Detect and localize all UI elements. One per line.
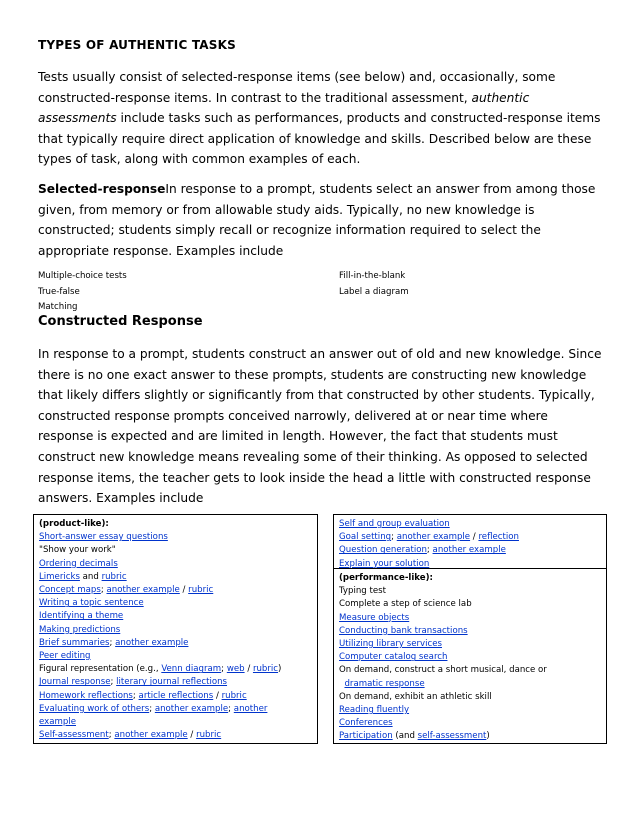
link-reflection[interactable]: reflection: [478, 532, 519, 543]
separator-text: ;: [426, 545, 433, 556]
list-item: Complete a step of science lab: [339, 599, 472, 610]
separator-text: /: [213, 690, 222, 701]
link-homework-reflections[interactable]: Homework reflections: [39, 690, 133, 701]
link-another-example[interactable]: another example: [106, 585, 180, 596]
intro-text-2: include tasks such as performances, products and constructed-response items that typically require direct application of knowledge and skills. Described below are these types of task, along with common examples of each.: [38, 111, 601, 167]
selected-examples-right: [339, 269, 409, 300]
link-rubric[interactable]: rubric: [196, 730, 222, 741]
constructed-response-heading: Constructed Response: [38, 314, 203, 329]
link-measure-objects[interactable]: Measure objects: [339, 612, 410, 623]
link-topic-sentence[interactable]: Writing a topic sentence: [39, 598, 144, 609]
link-self-assessment[interactable]: self-assessment: [417, 731, 487, 742]
figural-text: Figural representation (e.g.,: [39, 664, 162, 675]
link-rubric[interactable]: rubric: [221, 690, 247, 701]
link-goal-setting[interactable]: Goal setting: [339, 532, 392, 543]
link-venn-diagram[interactable]: Venn diagram: [161, 664, 222, 675]
separator-text: ): [486, 731, 490, 742]
separator-text: ;: [110, 677, 117, 688]
selected-response-label: Selected-response: [38, 182, 166, 196]
list-item: On demand, exhibit an athletic skill: [339, 691, 492, 702]
link-article-reflections[interactable]: article reflections: [138, 690, 214, 701]
separator-text: ;: [109, 637, 116, 648]
list-item: True-false: [38, 286, 80, 297]
intro-text-1: Tests usually consist of selected-response items (see below) and, occasionally, some constructed-response items. In contrast to the traditional assessment,: [38, 70, 556, 105]
link-rubric[interactable]: rubric: [252, 664, 279, 675]
list-item: Label a diagram: [339, 286, 409, 297]
performance-like-heading: (performance-like):: [339, 573, 433, 583]
link-another-example-2-cont[interactable]: example: [39, 717, 76, 728]
link-another-example[interactable]: another example: [396, 532, 471, 543]
link-web[interactable]: web: [226, 664, 245, 675]
product-like-box: [33, 514, 318, 744]
link-question-generation[interactable]: Question generation: [339, 545, 427, 556]
performance-like-box: [333, 569, 607, 744]
selected-response-text: In response to a prompt, students select an answer from among those given, from memory or from allowable study aids. Typically, no new knowledge is constructed; students simply recall or recognize information required to select the appropriate response. Examples include: [38, 182, 596, 258]
separator-text: /: [244, 664, 253, 675]
link-identifying-theme[interactable]: Identifying a theme: [39, 611, 124, 622]
link-another-example[interactable]: another example: [115, 637, 189, 648]
link-ordering-decimals[interactable]: Ordering decimals: [39, 558, 118, 569]
link-rubric[interactable]: rubric: [101, 571, 127, 582]
separator-text: ;: [391, 532, 397, 543]
list-item: Typing test: [339, 586, 386, 597]
separator-text: /: [470, 532, 479, 543]
separator-text: /: [187, 730, 197, 741]
link-explain-solution[interactable]: Explain your solution: [339, 558, 430, 569]
link-concept-maps[interactable]: Concept maps: [39, 585, 101, 596]
link-another-example[interactable]: another example: [154, 703, 229, 714]
link-catalog-search[interactable]: Computer catalog search: [339, 652, 448, 663]
separator-text: ;: [149, 703, 155, 714]
link-limericks[interactable]: Limericks: [39, 571, 80, 582]
link-self-group-evaluation[interactable]: Self and group evaluation: [339, 519, 450, 529]
link-conferences[interactable]: Conferences: [339, 718, 393, 729]
intro-emphasis: authentic assessments: [38, 90, 530, 126]
link-literary-journal[interactable]: literary journal reflections: [116, 677, 228, 688]
separator-text: and: [79, 571, 102, 582]
separator-text: ;: [228, 703, 234, 714]
link-bank-transactions[interactable]: Conducting bank transactions: [339, 625, 468, 636]
selected-response-paragraph: [38, 179, 603, 261]
separator-text: (and: [392, 731, 418, 742]
selected-examples-left: [38, 269, 127, 316]
intro-paragraph: [38, 67, 603, 170]
link-reading-fluently[interactable]: Reading fluently: [339, 705, 410, 716]
link-dramatic-response[interactable]: dramatic response: [344, 678, 425, 689]
link-rubric[interactable]: rubric: [188, 585, 214, 596]
link-another-example[interactable]: another example: [114, 730, 188, 741]
link-peer-editing[interactable]: Peer editing: [39, 651, 91, 662]
link-participation[interactable]: Participation: [339, 731, 393, 742]
separator-text: /: [179, 585, 189, 596]
self-group-box: [333, 514, 607, 569]
link-library-services[interactable]: Utilizing library services: [339, 639, 442, 650]
link-self-assessment[interactable]: Self-assessment: [39, 730, 109, 741]
link-short-answer[interactable]: Short-answer essay questions: [39, 532, 168, 543]
link-evaluating-work[interactable]: Evaluating work of others: [39, 703, 150, 714]
list-item: On demand, construct a short musical, dance or: [339, 665, 547, 676]
list-item: Matching: [38, 302, 78, 312]
link-another-example[interactable]: another example: [432, 545, 506, 556]
show-your-work-text: "Show your work": [39, 545, 116, 556]
page-title: TYPES OF AUTHENTIC TASKS: [38, 38, 236, 52]
link-another-example-2[interactable]: another: [233, 703, 268, 714]
constructed-response-paragraph: In response to a prompt, students construct an answer out of old and new knowledge. Since there is no one exact answer to these prompts, students are constructing new knowledge that likely differs slightly or significantly from that constructed by other students. Typically, constructed response prompts conceived narrowly, delivered at or near time where response is expected and are limited in length. However, the fact that students must construct new knowledge means revealing some of their thinking. As opposed to selected response items, the teacher gets to look inside the head a little with constructed response answers. Examples include: [38, 347, 602, 506]
separator-text: ): [278, 664, 282, 675]
separator-text: ;: [132, 690, 139, 701]
link-making-predictions[interactable]: Making predictions: [39, 624, 121, 635]
link-journal-response[interactable]: Journal response: [39, 677, 111, 688]
link-brief-summaries[interactable]: Brief summaries: [39, 637, 110, 648]
separator-text: ;: [221, 664, 227, 675]
separator-text: ;: [108, 730, 115, 741]
list-item: Multiple-choice tests: [38, 271, 127, 281]
separator-text: ;: [100, 585, 107, 596]
product-like-heading: (product-like):: [39, 519, 109, 529]
list-item: Fill-in-the-blank: [339, 271, 406, 281]
